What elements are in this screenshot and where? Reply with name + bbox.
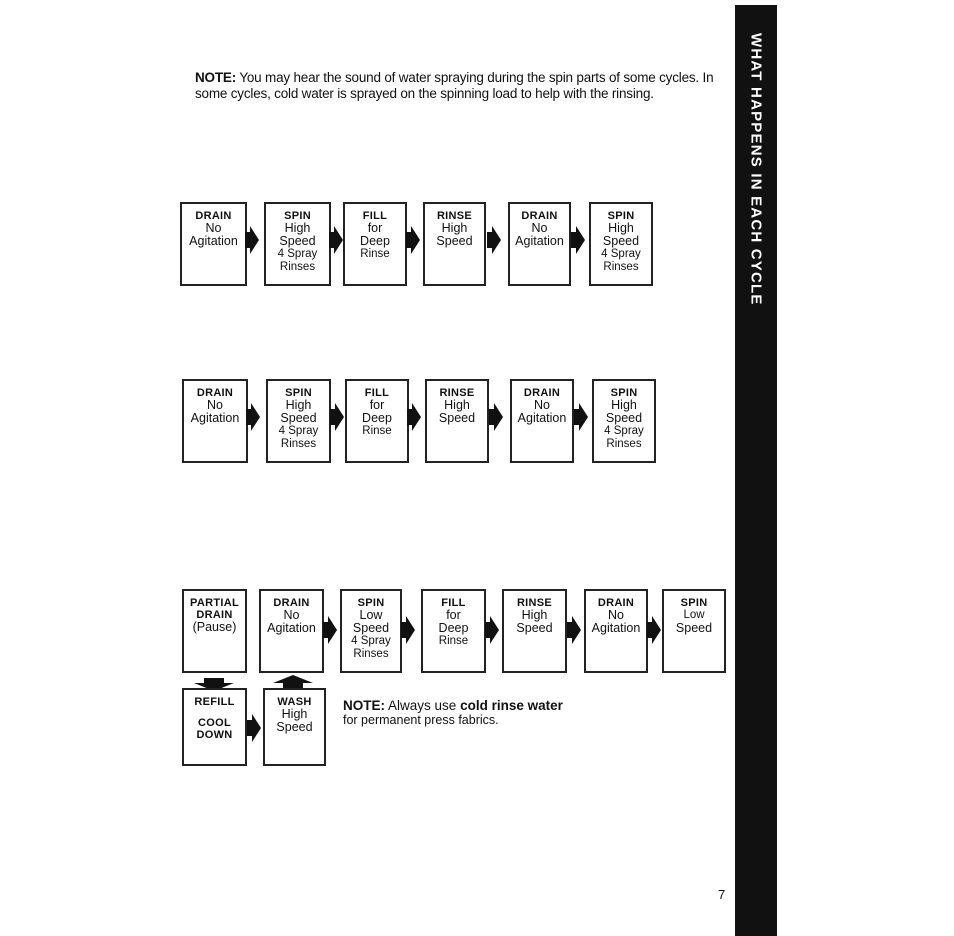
note-line-1 (343, 698, 563, 713)
step-line: COOL (198, 717, 231, 729)
step-partial-drain (182, 589, 247, 673)
step-fill (345, 379, 409, 463)
step-line: Rinses (280, 438, 317, 450)
step-line: Agitation (591, 621, 641, 635)
note-bottom (343, 698, 563, 728)
step-rinse (502, 589, 567, 673)
step-line: High (441, 221, 468, 235)
step-line: No (205, 221, 222, 235)
step-spin (340, 589, 402, 673)
flow-arrow-icon (328, 616, 337, 644)
step-line: High (444, 398, 470, 412)
flow-arrow-icon (251, 403, 260, 431)
flow-arrow-icon (411, 226, 420, 254)
note-label: NOTE: (195, 70, 236, 85)
step-line: High (284, 221, 311, 235)
step-title: WASH (277, 696, 312, 708)
step-line: Low (683, 609, 705, 621)
step-line: Agitation (267, 621, 316, 635)
step-spin (589, 202, 653, 286)
step-title: SPIN (680, 597, 708, 609)
step-line: Rinse (438, 635, 469, 647)
step-line: Speed (352, 621, 390, 635)
step-title: FILL (441, 597, 466, 609)
step-title: DRAIN (523, 387, 561, 399)
step-line: 4 Spray (604, 425, 644, 437)
step-line: Speed (605, 411, 643, 425)
note-line-2: for permanent press fabrics. (343, 713, 499, 727)
step-fill (343, 202, 407, 286)
note-emphasis: cold rinse water (460, 698, 563, 713)
note-text: You may hear the sound of water spraying during the spin parts of some cycles. In some cycles, cold water is sprayed on the spinning load to help with the rinsing. (195, 70, 714, 101)
step-line: No (283, 608, 300, 622)
flow-arrow-icon (576, 226, 585, 254)
step-line: Speed (602, 234, 640, 248)
step-line: Speed (516, 621, 553, 635)
step-drain (259, 589, 324, 673)
step-refill (182, 688, 247, 766)
note-top (195, 70, 725, 102)
step-line: Agitation (515, 234, 564, 248)
step-line: High (281, 707, 308, 721)
step-title: SPIN (607, 210, 635, 222)
step-line: Deep (362, 411, 392, 425)
flow-arrow-icon (579, 403, 588, 431)
step-title: SPIN (285, 387, 312, 399)
step-title: PARTIAL (190, 597, 239, 609)
step-spin (266, 379, 331, 463)
step-line: Low (359, 608, 383, 622)
flow-arrow-icon (406, 616, 415, 644)
step-title: FILL (364, 387, 390, 399)
step-title: REFILL (194, 696, 235, 708)
step-title: DRAIN (196, 387, 234, 399)
step-line: Agitation (517, 411, 567, 425)
step-drain (510, 379, 574, 463)
step-line: No (531, 221, 548, 235)
step-line: 4 Spray (601, 248, 641, 260)
step-line: Deep (438, 621, 469, 635)
section-title: WHAT HAPPENS IN EACH CYCLE (747, 33, 765, 306)
step-line: High (285, 398, 312, 412)
step-title: RINSE (439, 387, 475, 399)
step-line: Rinses (606, 438, 642, 450)
step-title: RINSE (436, 210, 473, 222)
step-line: Speed (436, 234, 473, 248)
step-spin (592, 379, 656, 463)
flow-arrow-icon (252, 714, 261, 742)
step-line: No (534, 398, 550, 412)
step-rinse (425, 379, 489, 463)
step-line: High (521, 608, 548, 622)
flow-arrow-icon (250, 226, 259, 254)
step-line: 4 Spray (277, 248, 318, 260)
step-line: (Pause) (192, 620, 237, 634)
flow-arrow-icon (494, 403, 503, 431)
step-line: Rinses (279, 261, 316, 273)
step-line: Rinse (360, 248, 390, 260)
step-title: FILL (362, 210, 388, 222)
step-line: Speed (280, 411, 317, 425)
page-number: 7 (718, 887, 726, 902)
step-title: DRAIN (195, 210, 232, 222)
step-line: Speed (438, 411, 476, 425)
step-line: 4 Spray (278, 425, 319, 437)
flow-arrow-icon (652, 616, 661, 644)
step-line: for (446, 608, 461, 622)
step-wash (263, 688, 326, 766)
flow-arrow-icon (334, 226, 343, 254)
step-drain (508, 202, 571, 286)
step-line: High (611, 398, 637, 412)
step-line: Agitation (189, 234, 238, 248)
flow-arrow-icon (490, 616, 499, 644)
step-fill (421, 589, 486, 673)
flow-arrow-icon (412, 403, 421, 431)
step-title: RINSE (516, 597, 553, 609)
step-title: DRAIN (196, 609, 233, 621)
step-title: DRAIN (273, 597, 310, 609)
step-drain (584, 589, 648, 673)
step-line: Speed (279, 234, 316, 248)
step-line: for (367, 221, 383, 235)
step-line: 4 Spray (351, 635, 391, 647)
step-title: DRAIN (521, 210, 558, 222)
step-title: SPIN (284, 210, 311, 222)
step-line: Deep (360, 234, 390, 248)
section-side-tab (735, 5, 777, 936)
step-drain (182, 379, 248, 463)
step-line: Agitation (190, 411, 240, 425)
step-line: Rinses (353, 648, 389, 660)
flow-arrow-icon (572, 616, 581, 644)
step-line: Rinses (603, 261, 639, 273)
step-line: No (608, 608, 624, 622)
step-spin (662, 589, 726, 673)
step-line: High (608, 221, 634, 235)
step-line: Speed (675, 621, 713, 635)
note-label: NOTE: (343, 698, 385, 713)
step-spin (264, 202, 331, 286)
step-title: DRAIN (597, 597, 635, 609)
step-line: Rinse (362, 425, 392, 437)
step-line: for (369, 398, 385, 412)
flow-arrow-icon (335, 403, 344, 431)
step-line: DOWN (196, 729, 233, 741)
step-rinse (423, 202, 486, 286)
step-line: No (207, 398, 223, 412)
flow-arrow-icon (492, 226, 501, 254)
step-line: Speed (276, 720, 313, 734)
step-drain (180, 202, 247, 286)
step-title: SPIN (610, 387, 638, 399)
up-arrow-icon (273, 675, 313, 683)
step-title: SPIN (357, 597, 385, 609)
note-text: Always use (388, 698, 457, 713)
